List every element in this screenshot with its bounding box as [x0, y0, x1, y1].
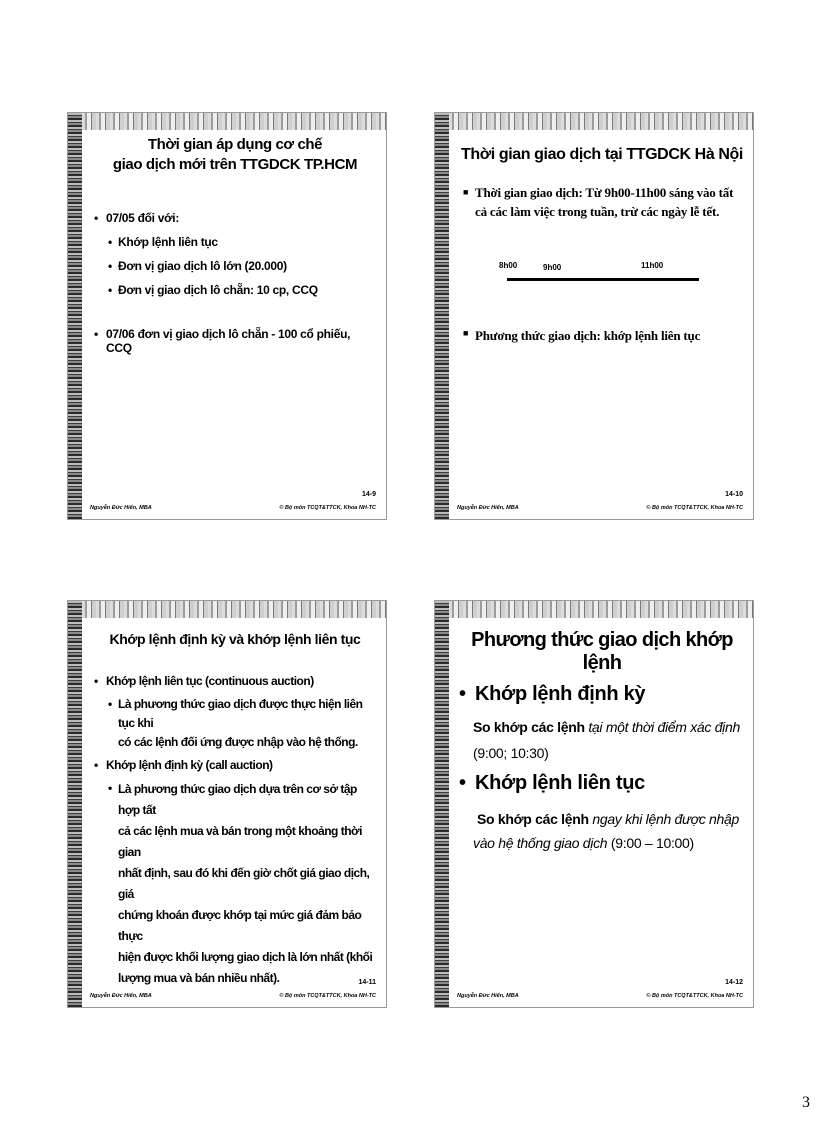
slide-number: 14-10 — [725, 491, 743, 498]
footer-department: © Bộ môn TCQT&TTCK, Khoa NH-TC — [646, 993, 743, 999]
page-number: 3 — [802, 1094, 810, 1111]
sub-bullet: • Là phương thức giao dịch được thực hiện liên tục khi có các lệnh đối ứng được nhập vào hệ thống. — [108, 697, 363, 749]
slide-content — [457, 683, 745, 855]
slide-number: 14-11 — [358, 979, 376, 986]
paragraph: So khớp các lệnh ngay khi lệnh được nhập vào hệ thống giao dịch (9:00 – 10:00) — [473, 811, 739, 851]
slide-top-bar — [82, 113, 386, 130]
slide-side-bar — [435, 601, 449, 1007]
timeline-line — [507, 278, 699, 281]
bullet: • 07/05 đối với: — [94, 211, 180, 225]
slide-title: Phương thức giao dịch khớp lệnh — [471, 629, 733, 674]
footer-department: © Bộ môn TCQT&TTCK, Khoa NH-TC — [279, 505, 376, 511]
slide-number: 14-9 — [361, 491, 376, 498]
slide-14-12 — [434, 600, 754, 1008]
bullet: • Khớp lệnh liên tục (continuous auction) — [94, 674, 314, 688]
slide-14-10 — [434, 112, 754, 520]
slide-title: Khớp lệnh định kỳ và khớp lệnh liên tục — [109, 631, 361, 647]
slide-title: Thời gian giao dịch tại TTGDCK Hà Nội — [461, 146, 743, 163]
time-label-9h00: 9h00 — [543, 263, 562, 272]
slide-top-bar — [449, 601, 753, 618]
time-label-8h00: 8h00 — [499, 261, 518, 270]
footer-department: © Bộ môn TCQT&TTCK, Khoa NH-TC — [279, 993, 376, 999]
sub-bullet: • Đơn vị giao dịch lô lớn (20.000) — [108, 259, 287, 273]
slide-content — [457, 328, 745, 344]
slide-top-bar — [82, 601, 386, 618]
slide-side-bar — [68, 113, 82, 519]
heading-bullet: • Khớp lệnh định kỳ — [459, 683, 646, 705]
slide-side-bar — [68, 601, 82, 1007]
bullet: • 07/06 đơn vị giao dịch lô chẵn - 100 cổ phiếu, CCQ — [94, 327, 351, 355]
paragraph: So khớp các lệnh tại một thời điểm xác định (9:00; 10:30) — [473, 719, 740, 761]
slide-content — [90, 672, 378, 989]
footer-author: Nguyễn Đức Hiển, MBA — [457, 993, 519, 999]
slide-14-9 — [67, 112, 387, 520]
time-label-11h00: 11h00 — [641, 261, 664, 270]
slide-14-11 — [67, 600, 387, 1008]
slide-side-bar — [435, 113, 449, 519]
slide-number: 14-12 — [725, 979, 743, 986]
slide-content — [90, 211, 378, 355]
footer-author: Nguyễn Đức Hiển, MBA — [90, 505, 152, 511]
bullet: ■ Thời gian giao dịch: Từ 9h00-11h00 sáng vào tất cả các làm việc trong tuần, trừ các ngày lễ tết. — [463, 185, 734, 219]
slide-content — [457, 183, 745, 221]
bullet: • Khớp lệnh định kỳ (call auction) — [94, 758, 273, 772]
bullet: ■ Phương thức giao dịch: khớp lệnh liên tục — [463, 328, 701, 343]
slide-title: Thời gian áp dụng cơ chế giao dịch mới trên TTGDCK TP.HCM — [112, 136, 358, 173]
sub-bullet: • Đơn vị giao dịch lô chẵn: 10 cp, CCQ — [108, 283, 318, 297]
sub-bullet: • Khớp lệnh liên tục — [108, 235, 218, 249]
footer-author: Nguyễn Đức Hiển, MBA — [90, 993, 152, 999]
heading-bullet: • Khớp lệnh liên tục — [459, 772, 645, 794]
slide-top-bar — [449, 113, 753, 130]
footer-author: Nguyễn Đức Hiển, MBA — [457, 505, 519, 511]
sub-bullet: • Là phương thức giao dịch dựa trên cơ sở tập hợp tất cả các lệnh mua và bán trong một khoảng thời gian nhất định, sau đó khi đến giờ chốt giá giao dịch, giá chứng khoán được khớp tại mức giá đảm bảo thực hiện được khối lượng giao dịch là lớn nhất (khối lượng mua và bán nhiều nhất). — [108, 781, 373, 985]
footer-department: © Bộ môn TCQT&TTCK, Khoa NH-TC — [646, 505, 743, 511]
